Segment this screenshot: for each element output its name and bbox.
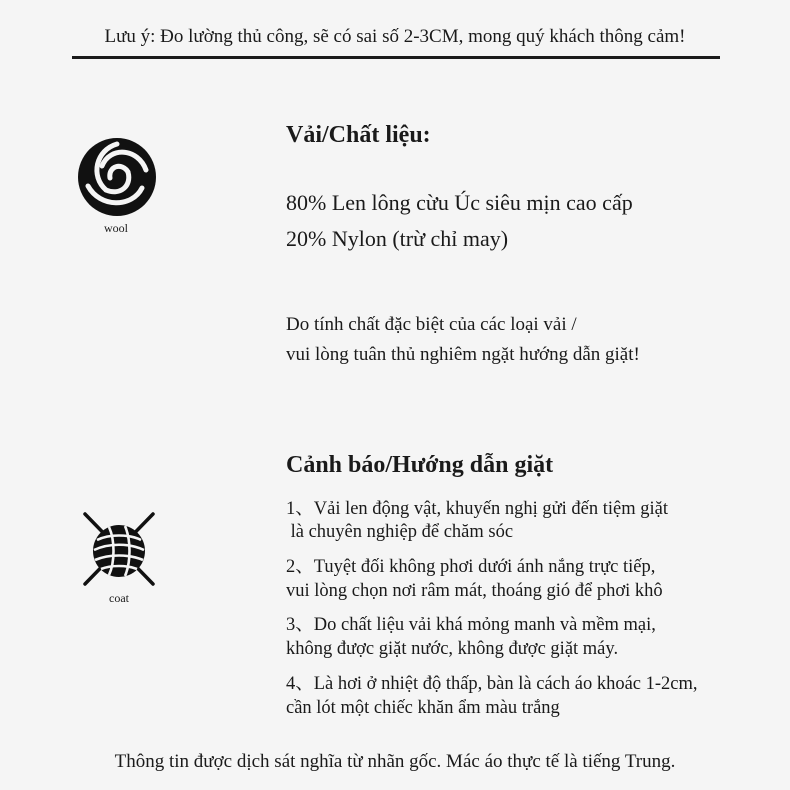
care-line-3: 2、Tuyệt đối không phơi dưới ánh nắng trực tiếp, — [286, 557, 656, 577]
coat-label: coat — [109, 591, 129, 605]
yarn-ball-icon — [79, 510, 159, 590]
bottom-note: Thông tin được dịch sát nghĩa từ nhãn gốc. Mác áo thực tế là tiếng Trung. — [114, 751, 676, 772]
care-line-4: vui lòng chọn nơi râm mát, thoáng gió để phơi khô — [286, 581, 663, 601]
care-line-6: không được giặt nước, không được giặt máy. — [286, 639, 619, 659]
material-title: Vải/Chất liệu: — [286, 122, 431, 148]
wool-icon — [76, 136, 158, 218]
material-remark-1: Do tính chất đặc biệt của các loại vải / — [286, 314, 577, 335]
material-line-1: 80% Len lông cừu Úc siêu mịn cao cấp — [286, 190, 633, 215]
material-remark-2: vui lòng tuân thủ nghiêm ngặt hướng dẫn giặt! — [286, 344, 640, 365]
care-line-5: 3、Do chất liệu vải khá mỏng manh và mềm mại, — [286, 615, 656, 635]
wool-label: wool — [104, 221, 128, 235]
care-title: Cảnh báo/Hướng dẫn giặt — [286, 452, 554, 478]
care-line-7: 4、Là hơi ở nhiệt độ thấp, bàn là cách áo khoác 1-2cm, — [286, 674, 698, 694]
care-line-1: 1、Vải len động vật, khuyến nghị gửi đến tiệm giặt — [286, 499, 669, 519]
top-note: Lưu ý: Đo lường thủ công, sẽ có sai số 2-3CM, mong quý khách thông cảm! — [104, 26, 686, 47]
material-line-2: 20% Nylon (trừ chỉ may) — [286, 226, 509, 251]
divider — [72, 56, 720, 59]
care-line-2: là chuyên nghiệp để chăm sóc — [286, 522, 514, 542]
care-line-8: cần lót một chiếc khăn ẩm màu trắng — [286, 698, 560, 718]
